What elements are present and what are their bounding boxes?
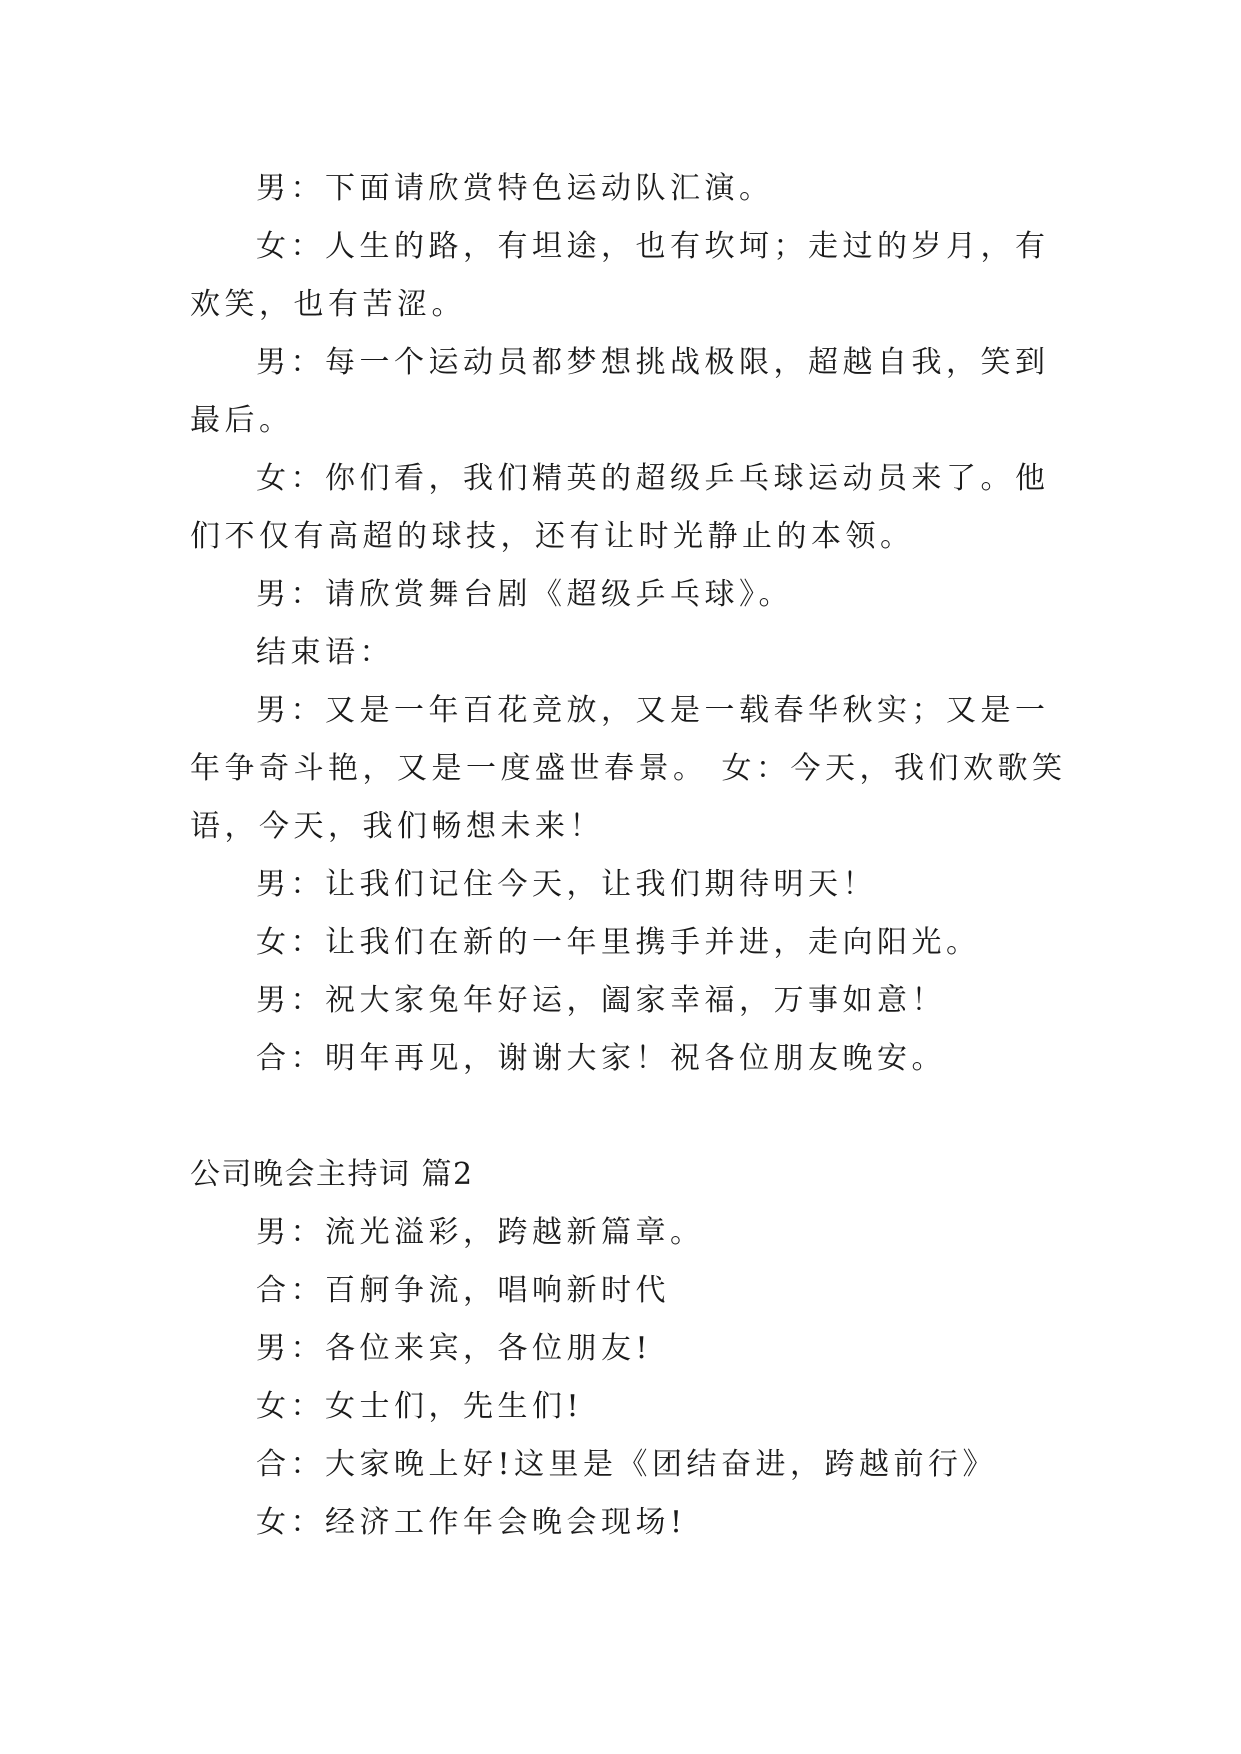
paragraph: 合：明年再见，谢谢大家！祝各位朋友晚安。 xyxy=(256,1041,946,1076)
paragraph: 男：每一个运动员都梦想挑战极限，超越自我，笑到最后。 xyxy=(190,345,1050,438)
paragraph: 男：流光溢彩，跨越新篇章。 xyxy=(256,1215,705,1250)
section-heading: 公司晚会主持词 篇2 xyxy=(190,1157,474,1192)
paragraph: 女：人生的路，有坦途，也有坎坷；走过的岁月，有欢笑，也有苦涩。 xyxy=(190,229,1050,322)
paragraph: 女：你们看，我们精英的超级乒乓球运动员来了。他们不仅有高超的球技，还有让时光静止的本领。 xyxy=(190,461,1050,554)
paragraph: 合：百舸争流，唱响新时代 xyxy=(256,1273,670,1308)
paragraph: 男：让我们记住今天，让我们期待明天！ xyxy=(256,867,877,902)
paragraph: 女：女士们，先生们! xyxy=(256,1389,584,1424)
paragraph: 女：经济工作年会晚会现场! xyxy=(256,1505,687,1540)
paragraph: 男：请欣赏舞台剧《超级乒乓球》。 xyxy=(256,577,793,612)
paragraph: 结束语： xyxy=(256,635,394,670)
paragraph: 女：让我们在新的一年里携手并进，走向阳光。 xyxy=(256,925,981,960)
paragraph: 男：祝大家兔年好运，阖家幸福，万事如意！ xyxy=(256,983,946,1018)
paragraph: 男：又是一年百花竞放，又是一载春华秋实；又是一年争奇斗艳，又是一度盛世春景。 女：今天，我们欢歌笑语，今天，我们畅想未来！ xyxy=(190,693,1067,844)
document-page xyxy=(190,160,1080,1552)
paragraph: 合：大家晚上好!这里是《团结奋进，跨越前行》 xyxy=(256,1447,998,1482)
paragraph: 男：下面请欣赏特色运动队汇演。 xyxy=(256,171,774,206)
paragraph: 男：各位来宾，各位朋友! xyxy=(256,1331,653,1366)
